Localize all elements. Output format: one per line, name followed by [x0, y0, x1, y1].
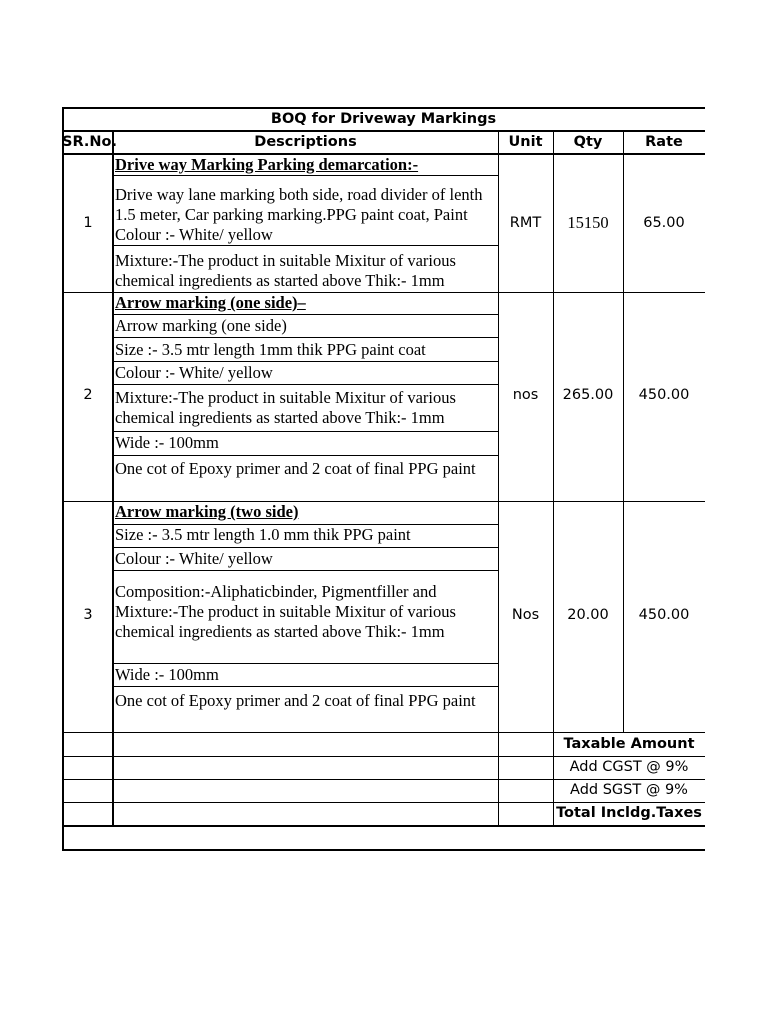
item3-unit: Nos	[511, 607, 540, 623]
desc-line	[113, 686, 498, 687]
header-unit: Unit	[508, 134, 543, 150]
item2-rate: 450.00	[638, 387, 690, 403]
sgst-label: Add SGST @ 9%	[570, 782, 688, 798]
item2-desc-line: Arrow marking (one side)	[115, 316, 287, 335]
item2-unit: nos	[512, 387, 539, 403]
item1-desc-line: Drive way lane marking both side, road divider of lenth 1.5 meter, Car parking marking.PPG paint coat, Paint Colour :- White/ yellow	[115, 185, 483, 244]
item1-unit: RMT	[509, 215, 542, 231]
header-rate: Rate	[645, 134, 683, 150]
boq-table	[62, 107, 705, 851]
desc-line	[113, 175, 498, 176]
col-line-unit	[553, 130, 554, 827]
header-descriptions: Descriptions	[254, 134, 357, 150]
desc-line	[113, 431, 498, 432]
col-line-sr	[112, 130, 114, 827]
item1-rate: 65.00	[643, 215, 685, 231]
item2-desc-line: One cot of Epoxy primer and 2 coat of final PPG paint	[115, 459, 476, 478]
item1-desc-line: Mixture:-The product in suitable Mixitur of various chemical ingredients as started above Thik:- 1mm	[115, 251, 456, 290]
item3-desc-line: Size :- 3.5 mtr length 1.0 mm thik PPG paint	[115, 525, 411, 544]
desc-line	[113, 455, 498, 456]
item2-heading: Arrow marking (one side)–	[115, 293, 306, 312]
item3-qty: 20.00	[567, 607, 609, 623]
desc-line	[113, 337, 498, 338]
item2-desc-line: Mixture:-The product in suitable Mixitur of various chemical ingredients as started above Thik:- 1mm	[115, 388, 456, 427]
col-line-desc	[498, 130, 499, 827]
desc-line	[113, 384, 498, 385]
table-title: BOQ for Driveway Markings	[270, 111, 497, 127]
item3-desc-line: Composition:-Aliphaticbinder, Pigmentfiller and Mixture:-The product in suitable Mixitur of various chemical ingredients as started above Thik:- 1mm	[115, 582, 456, 641]
desc-line	[113, 245, 498, 246]
border-bottom	[62, 849, 705, 851]
total-label: Total Incldg.Taxes	[556, 805, 702, 821]
item2-desc-line: Wide :- 100mm	[115, 433, 219, 452]
item3-srno: 3	[83, 607, 93, 623]
desc-line	[113, 570, 498, 571]
item1-srno: 1	[83, 215, 93, 231]
item3-desc-line: Wide :- 100mm	[115, 665, 219, 684]
taxable-amount-label: Taxable Amount	[563, 736, 695, 752]
item1-heading: Drive way Marking Parking demarcation:-	[115, 155, 419, 174]
item2-desc-line: Size :- 3.5 mtr length 1mm thik PPG paint coat	[115, 340, 426, 359]
item3-rate: 450.00	[638, 607, 690, 623]
desc-line	[113, 547, 498, 548]
desc-line	[113, 314, 498, 315]
cgst-label: Add CGST @ 9%	[569, 759, 689, 775]
sum-line-4	[62, 825, 705, 827]
header-srno: SR.No.	[62, 134, 117, 150]
item2-qty: 265.00	[562, 387, 614, 403]
header-qty: Qty	[573, 134, 603, 150]
item3-heading: Arrow marking (two side)	[115, 502, 299, 521]
item3-desc-line: One cot of Epoxy primer and 2 coat of final PPG paint	[115, 691, 476, 710]
item3-desc-line: Colour :- White/ yellow	[115, 549, 273, 568]
item1-qty: 15150	[567, 213, 609, 232]
desc-line	[113, 361, 498, 362]
desc-line	[113, 663, 498, 664]
item2-srno: 2	[83, 387, 93, 403]
item2-desc-line: Colour :- White/ yellow	[115, 363, 273, 382]
